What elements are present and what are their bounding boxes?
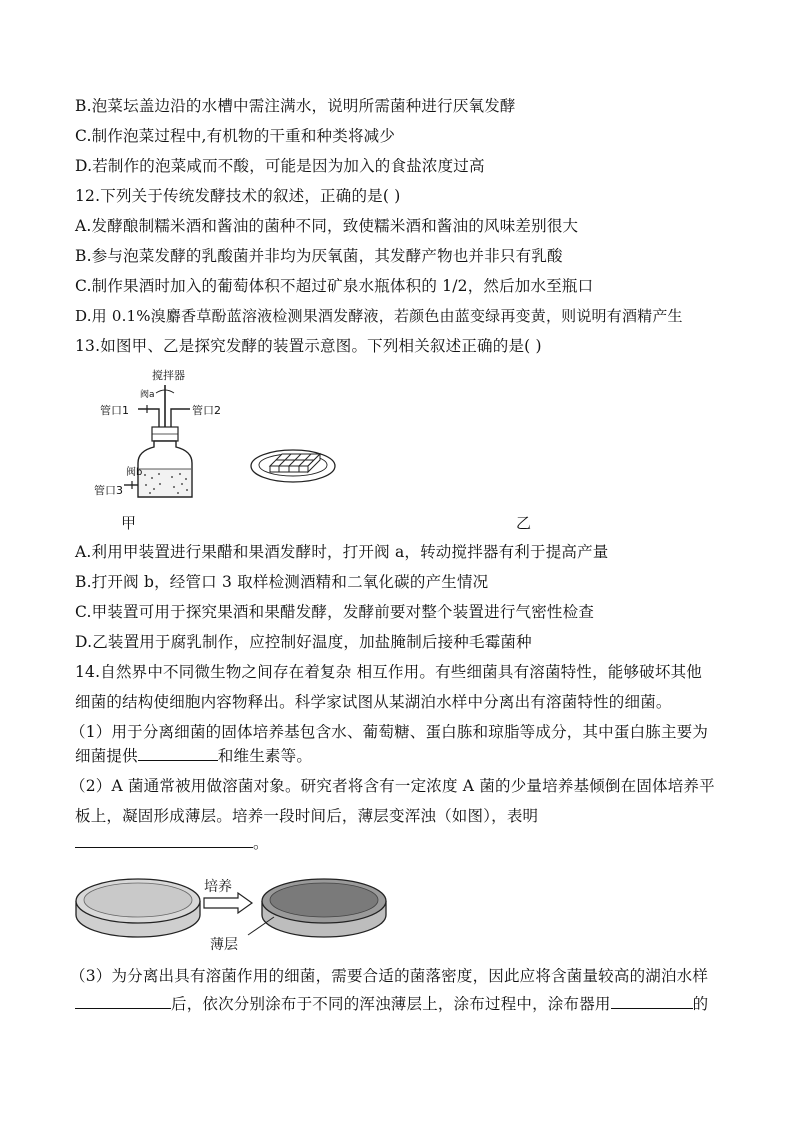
- port-3-label: 管口3: [94, 484, 123, 497]
- option-d-paocai: D.若制作的泡菜咸而不酸，可能是因为加入的食盐浓度过高: [75, 157, 485, 175]
- valve-a-label: 阀a: [140, 390, 155, 400]
- q14-part3-line-2: [75, 994, 708, 1014]
- q14-part2-suffix: 。: [253, 834, 269, 852]
- answer-blank-3[interactable]: [75, 994, 171, 1009]
- q14-part3-suffix: 的: [692, 995, 709, 1013]
- q13-option-c: C.甲装置可用于探究果酒和果醋发酵，发酵前要对整个装置进行气密性检查: [75, 603, 595, 621]
- question-13: 13.如图甲、乙是探究发酵的装置示意图。下列相关叙述正确的是( ): [75, 337, 542, 355]
- answer-blank-1[interactable]: [138, 746, 218, 761]
- petri-dish-figure: [70, 865, 400, 955]
- q12-option-c: C.制作果酒时加入的葡萄体积不超过矿泉水瓶体积的 1/2，然后加水至瓶口: [75, 277, 594, 295]
- option-c-paocai: C.制作泡菜过程中,有机物的干重和种类将减少: [75, 127, 396, 145]
- q14-part2-line-2: 板上，凝固形成薄层。培养一段时间后，薄层变浑浊（如图），表明: [75, 807, 539, 825]
- q14-part3-line-1: （3）为分离出具有溶菌作用的细菌，需要合适的菌落密度，因此应将含菌量较高的湖泊水样: [70, 967, 709, 985]
- q14-part1-line-1: （1）用于分离细菌的固体培养基包含水、葡萄糖、蛋白胨和琼脂等成分，其中蛋白胨主要为: [70, 723, 709, 741]
- answer-blank-4[interactable]: [611, 994, 693, 1009]
- question-12: 12.下列关于传统发酵技术的叙述，正确的是( ): [75, 187, 401, 205]
- q13-option-a: A.利用甲装置进行果醋和果酒发酵时，打开阀 a，转动搅拌器有利于提高产量: [75, 543, 609, 561]
- question-14-line-2: 细菌的结构使细胞内容物释出。科学家试图从某湖泊水样中分离出有溶菌特性的细菌。: [75, 693, 672, 711]
- thin-layer-label: 薄层: [210, 937, 238, 953]
- q12-option-b: B.参与泡菜发酵的乳酸菌并非均为厌氧菌，其发酵产物也并非只有乳酸: [75, 247, 563, 265]
- q14-part1-suffix: 和维生素等。: [217, 747, 313, 765]
- caption-yi: 乙: [516, 514, 532, 532]
- question-14-line-1: 14.自然界中不同微生物之间存在着复杂 相互作用。有些细菌具有溶菌特性，能够破坏其他: [75, 663, 702, 681]
- tofu-plate-yi: [248, 438, 338, 488]
- port-2-label: 管口2: [192, 404, 221, 417]
- q13-option-d: D.乙装置用于腐乳制作，应控制好温度，加盐腌制后接种毛霉菌种: [75, 633, 532, 651]
- option-b-paocai: B.泡菜坛盖边沿的水槽中需注满水，说明所需菌种进行厌氧发酵: [75, 97, 516, 115]
- q12-option-d: D.用 0.1%溴麝香草酚蓝溶液检测果酒发酵液，若颜色由蓝变绿再变黄，则说明有酒精产生: [75, 307, 683, 325]
- stirrer-label: 搅拌器: [152, 369, 185, 382]
- q12-option-a: A.发酵酿制糯米酒和酱油的菌种不同，致使糯米酒和酱油的风味差别很大: [75, 217, 579, 235]
- port-1-label: 管口1: [100, 404, 129, 417]
- valve-b-label: 阀b: [126, 467, 143, 478]
- q14-part2-line-1: （2）A 菌通常被用做溶菌对象。研究者将含有一定浓度 A 菌的少量培养基倾倒在固体培养平: [70, 777, 715, 795]
- culture-label: 培养: [204, 879, 232, 895]
- caption-jia: 甲: [121, 514, 137, 532]
- answer-blank-2[interactable]: [75, 833, 253, 848]
- q14-part3-middle: 后，依次分别涂布于不同的浑浊薄层上，涂布过程中，涂布器用: [171, 995, 611, 1013]
- q14-part1-line-2: [75, 746, 312, 766]
- q13-option-b: B.打开阀 b，经管口 3 取样检测酒精和二氧化碳的产生情况: [75, 573, 489, 591]
- fermentation-apparatus-jia: [90, 365, 240, 500]
- q14-part1-prefix: 细菌提供: [75, 747, 138, 765]
- q14-part2-line-3: [75, 833, 269, 853]
